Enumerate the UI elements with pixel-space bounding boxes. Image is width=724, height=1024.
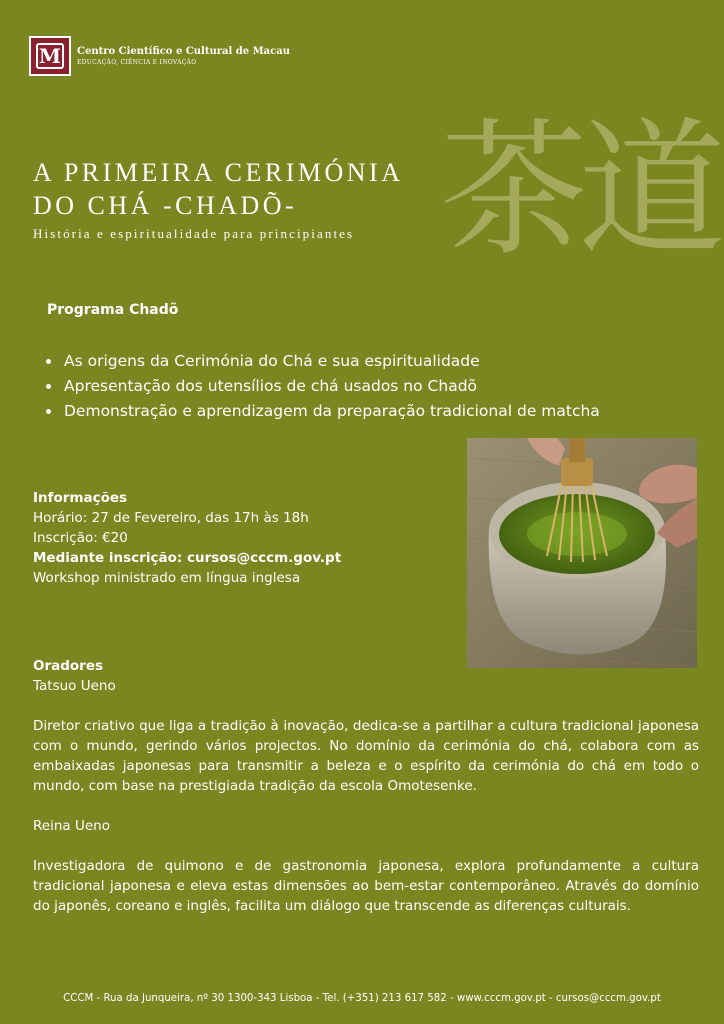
info-schedule: Horário: 27 de Fevereiro, das 17h às 18h	[33, 510, 309, 526]
matcha-whisk-photo	[467, 438, 697, 668]
speaker-bio: Diretor criativo que liga a tradição à inovação, dedica-se a partilhar a cultura tradicional japonesa com o mundo, gerindo vários projectos. No domínio da cerimónia do chá, colabora com as embaixadas japonesas para transmitir a beleza e o espírito da cerimónia do chá em todo o mundo, com base na prestigiada tradição da escola Omotesenke.	[33, 718, 699, 794]
cccm-logo-mark: M	[29, 36, 71, 76]
program-item: • Demonstração e aprendizagem da preparação tradicional de matcha	[62, 399, 642, 424]
page-title	[33, 156, 403, 222]
chado-kanji-watermark: 茶道	[440, 104, 716, 276]
title-line-1: A PRIMEIRA CERIMÓNIA	[33, 158, 404, 187]
speakers-heading: Oradores	[33, 658, 104, 674]
info-heading: Informações	[33, 490, 128, 506]
speaker-name: Reina Ueno	[33, 818, 110, 834]
program-list	[42, 349, 642, 424]
speaker-bio: Investigadora de quimono e de gastronomia japonesa, explora profundamente a cultura tradicional japonesa e eleva estas dimensões ao bem-estar contemporâneo. Através do domínio do japonês, coreano e inglês, facilita um diálogo que transcende as diferenças culturais.	[33, 858, 699, 914]
program-item: • As origens da Cerimónia do Chá e sua espiritualidade	[62, 349, 642, 374]
speaker-name: Tatsuo Ueno	[33, 678, 116, 694]
info-language: Workshop ministrado em língua inglesa	[33, 570, 301, 586]
logo-tagline: EDUCAÇÃO, CIÊNCIA E INOVAÇÃO	[77, 59, 197, 66]
cccm-logo	[29, 36, 290, 76]
program-item: • Apresentação dos utensílios de chá usados no Chadõ	[62, 374, 642, 399]
footer-contact: CCCM - Rua da Junqueira, nº 30 1300-343 Lisboa - Tel. (+351) 213 617 582 - www.cccm.gov.pt - cursos@cccm.gov.pt	[63, 993, 661, 1004]
title-line-2: DO CHÁ -CHADÕ-	[33, 191, 298, 220]
page-subtitle: História e espiritualidade para principiantes	[33, 226, 355, 241]
info-fee: Inscrição: €20	[33, 530, 128, 546]
speakers-block	[33, 656, 699, 916]
logo-name: Centro Científico e Cultural de Macau	[77, 46, 290, 57]
info-block	[33, 488, 341, 588]
info-registration: Mediante inscrição: cursos@cccm.gov.pt	[33, 550, 342, 566]
program-heading: Programa Chadõ	[47, 302, 179, 318]
